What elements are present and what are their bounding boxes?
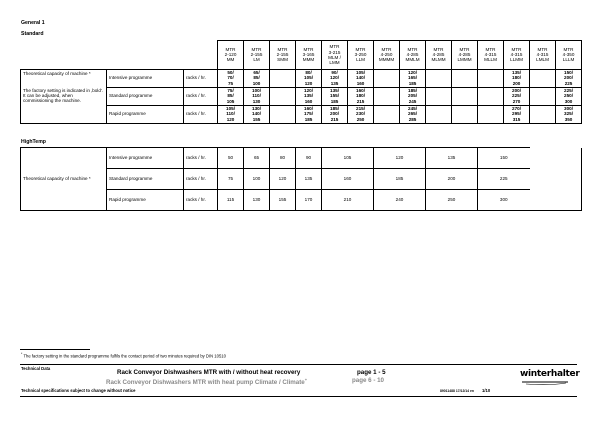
capacity-value: 135 <box>426 148 478 169</box>
capacity-value: 300/ 325/ 350 <box>556 105 582 123</box>
capacity-value <box>452 69 478 87</box>
capacity-value <box>478 105 504 123</box>
capacity-value: 135/ 180/ 200 <box>504 69 530 87</box>
capacity-value: 80/ 105/ 120 <box>296 69 322 87</box>
capacity-value: 200 <box>426 169 478 190</box>
capacity-value: 135/ 155/ 185 <box>322 87 348 105</box>
capacity-value <box>478 87 504 105</box>
programme-row <box>21 69 582 87</box>
unit-label: racks / hr. <box>184 69 218 87</box>
capacity-value: 210 <box>322 190 374 211</box>
programme-label: Standard programme <box>107 169 184 190</box>
capacity-value: 65 <box>244 148 270 169</box>
capacity-table-hightemp <box>20 147 582 211</box>
footer-title-2-text: Rack Conveyor Dishwashers MTR with heat pump Climate / Climate <box>106 379 305 387</box>
footer-page-number: 1/10 <box>482 388 491 393</box>
section-subtitle-standard: Standard <box>21 31 44 37</box>
model-header: MTR 4-350 LLLM <box>556 41 582 70</box>
unit-label: racks / hr. <box>184 190 218 211</box>
capacity-label: Theoretical capacity of machine * <box>23 70 91 76</box>
programme-label: Rapid programme <box>107 190 184 211</box>
factory-setting-note: The factory setting is indicated in ‚bold‘. It can be adjusted, when commissioning the machine. <box>23 87 104 104</box>
programme-row <box>21 148 582 169</box>
capacity-value <box>426 87 452 105</box>
capacity-value <box>426 69 452 87</box>
footnote-text: The factory setting in the standard programme fulfils the contact period of two minutes required by DIN 10510 <box>23 353 226 359</box>
capacity-value: 115 <box>218 190 244 211</box>
capacity-value <box>270 105 296 123</box>
capacity-value <box>374 69 400 87</box>
capacity-value: 80 <box>270 148 296 169</box>
footer-disclaimer: Technical specifications subject to change without notice <box>21 388 136 393</box>
footer-technical-data: Technical Data <box>21 366 51 371</box>
capacity-value: 100 <box>244 169 270 190</box>
capacity-value <box>530 69 556 87</box>
capacity-value <box>452 105 478 123</box>
capacity-value: 185 <box>374 169 426 190</box>
logo-wordmark: winterhalter <box>520 369 580 379</box>
capacity-value <box>530 105 556 123</box>
capacity-value: 135 <box>296 169 322 190</box>
capacity-value: 185/ 205/ 245 <box>400 87 426 105</box>
capacity-value: 50/ 70/ 75 <box>218 69 244 87</box>
model-header: MTR 2-155 LM <box>244 41 270 70</box>
capacity-value: 150 <box>478 148 530 169</box>
section-title-general: General 1 <box>21 20 45 26</box>
unit-label: racks / hr. <box>184 148 218 169</box>
unit-label: racks / hr. <box>184 87 218 105</box>
capacity-value: 225 <box>478 169 530 190</box>
unit-label: racks / hr. <box>184 105 218 123</box>
logo-swoosh-icon <box>520 368 570 386</box>
capacity-label-cell <box>21 69 107 123</box>
footnote-divider <box>20 349 90 350</box>
capacity-value: 240 <box>374 190 426 211</box>
capacity-value: 185/ 200/ 215 <box>322 105 348 123</box>
capacity-value: 150/ 200/ 225 <box>556 69 582 87</box>
capacity-value <box>426 105 452 123</box>
capacity-value: 200/ 225/ 270 <box>504 87 530 105</box>
capacity-value: 245/ 265/ 285 <box>400 105 426 123</box>
model-header: MTR 3-165 MMM <box>296 41 322 70</box>
section-title-hightemp: HighTemp <box>21 139 46 145</box>
model-header: MTR 4-250 MMMM <box>374 41 400 70</box>
capacity-value: 160 <box>322 169 374 190</box>
capacity-value: 120/ 135/ 160 <box>296 87 322 105</box>
capacity-value <box>374 105 400 123</box>
capacity-value: 300 <box>478 190 530 211</box>
model-header: MTR 4-315 MLLM <box>478 41 504 70</box>
footer-pages-1: page 1 - 5 <box>357 369 386 376</box>
capacity-value <box>478 69 504 87</box>
capacity-value <box>270 87 296 105</box>
footer-title-2 <box>106 377 307 386</box>
capacity-value: 130 <box>244 190 270 211</box>
model-header: MTR 3-215 MLM / LMM <box>322 41 348 70</box>
model-header: MTR 2-155 SMM <box>270 41 296 70</box>
footnote <box>21 352 226 358</box>
footer-doc-code: 89011488 17/12/14 en <box>440 389 474 393</box>
capacity-table-standard <box>20 40 582 124</box>
capacity-value <box>270 69 296 87</box>
model-header: MTR 4-315 LMLM <box>530 41 556 70</box>
capacity-value: 120/ 165/ 185 <box>400 69 426 87</box>
capacity-value: 50 <box>218 148 244 169</box>
capacity-value: 225/ 250/ 300 <box>556 87 582 105</box>
unit-label: racks / hr. <box>184 169 218 190</box>
model-header: MTR 4-315 LLMM <box>504 41 530 70</box>
footnote-marker: * <box>21 352 23 356</box>
capacity-value: 65/ 85/ 100 <box>244 69 270 87</box>
capacity-value <box>530 87 556 105</box>
capacity-value: 90 <box>296 148 322 169</box>
capacity-value: 75 <box>218 169 244 190</box>
footer-title-2-sup: + <box>304 377 308 382</box>
capacity-value: 120 <box>270 169 296 190</box>
capacity-label: Theoretical capacity of machine * <box>21 148 107 211</box>
capacity-value <box>374 87 400 105</box>
programme-label: Standard programme <box>107 87 184 105</box>
capacity-value: 105/ 110/ 120 <box>218 105 244 123</box>
capacity-value: 270/ 295/ 315 <box>504 105 530 123</box>
model-header: MTR 4-285 MMLM <box>400 41 426 70</box>
model-header: MTR 2-120 MM <box>218 41 244 70</box>
capacity-value: 250 <box>426 190 478 211</box>
capacity-value: 105/ 140/ 160 <box>348 69 374 87</box>
capacity-value: 215/ 230/ 250 <box>348 105 374 123</box>
model-header-row <box>21 41 582 70</box>
capacity-value: 130/ 140/ 155 <box>244 105 270 123</box>
model-header: MTR 3-250 LLM <box>348 41 374 70</box>
capacity-value: 170 <box>296 190 322 211</box>
model-header: MTR 4-285 MLMM <box>426 41 452 70</box>
capacity-value: 105 <box>322 148 374 169</box>
capacity-value: 160/ 175/ 185 <box>296 105 322 123</box>
programme-label: Rapid programme <box>107 105 184 123</box>
programme-label: Intensive programme <box>107 148 184 169</box>
capacity-value: 75/ 85/ 105 <box>218 87 244 105</box>
footer-title-1: Rack Conveyor Dishwashers MTR with / without heat recovery <box>117 369 301 376</box>
capacity-value: 155 <box>270 190 296 211</box>
capacity-value: 100/ 110/ 130 <box>244 87 270 105</box>
programme-label: Intensive programme <box>107 69 184 87</box>
header-blank <box>21 41 218 70</box>
capacity-value <box>452 87 478 105</box>
capacity-value: 160/ 180/ 215 <box>348 87 374 105</box>
model-header: MTR 4-285 LMMM <box>452 41 478 70</box>
footer-pages-2: page 6 - 10 <box>352 377 384 384</box>
capacity-value: 90/ 120/ 135 <box>322 69 348 87</box>
capacity-value: 120 <box>374 148 426 169</box>
winterhalter-logo <box>520 368 580 386</box>
